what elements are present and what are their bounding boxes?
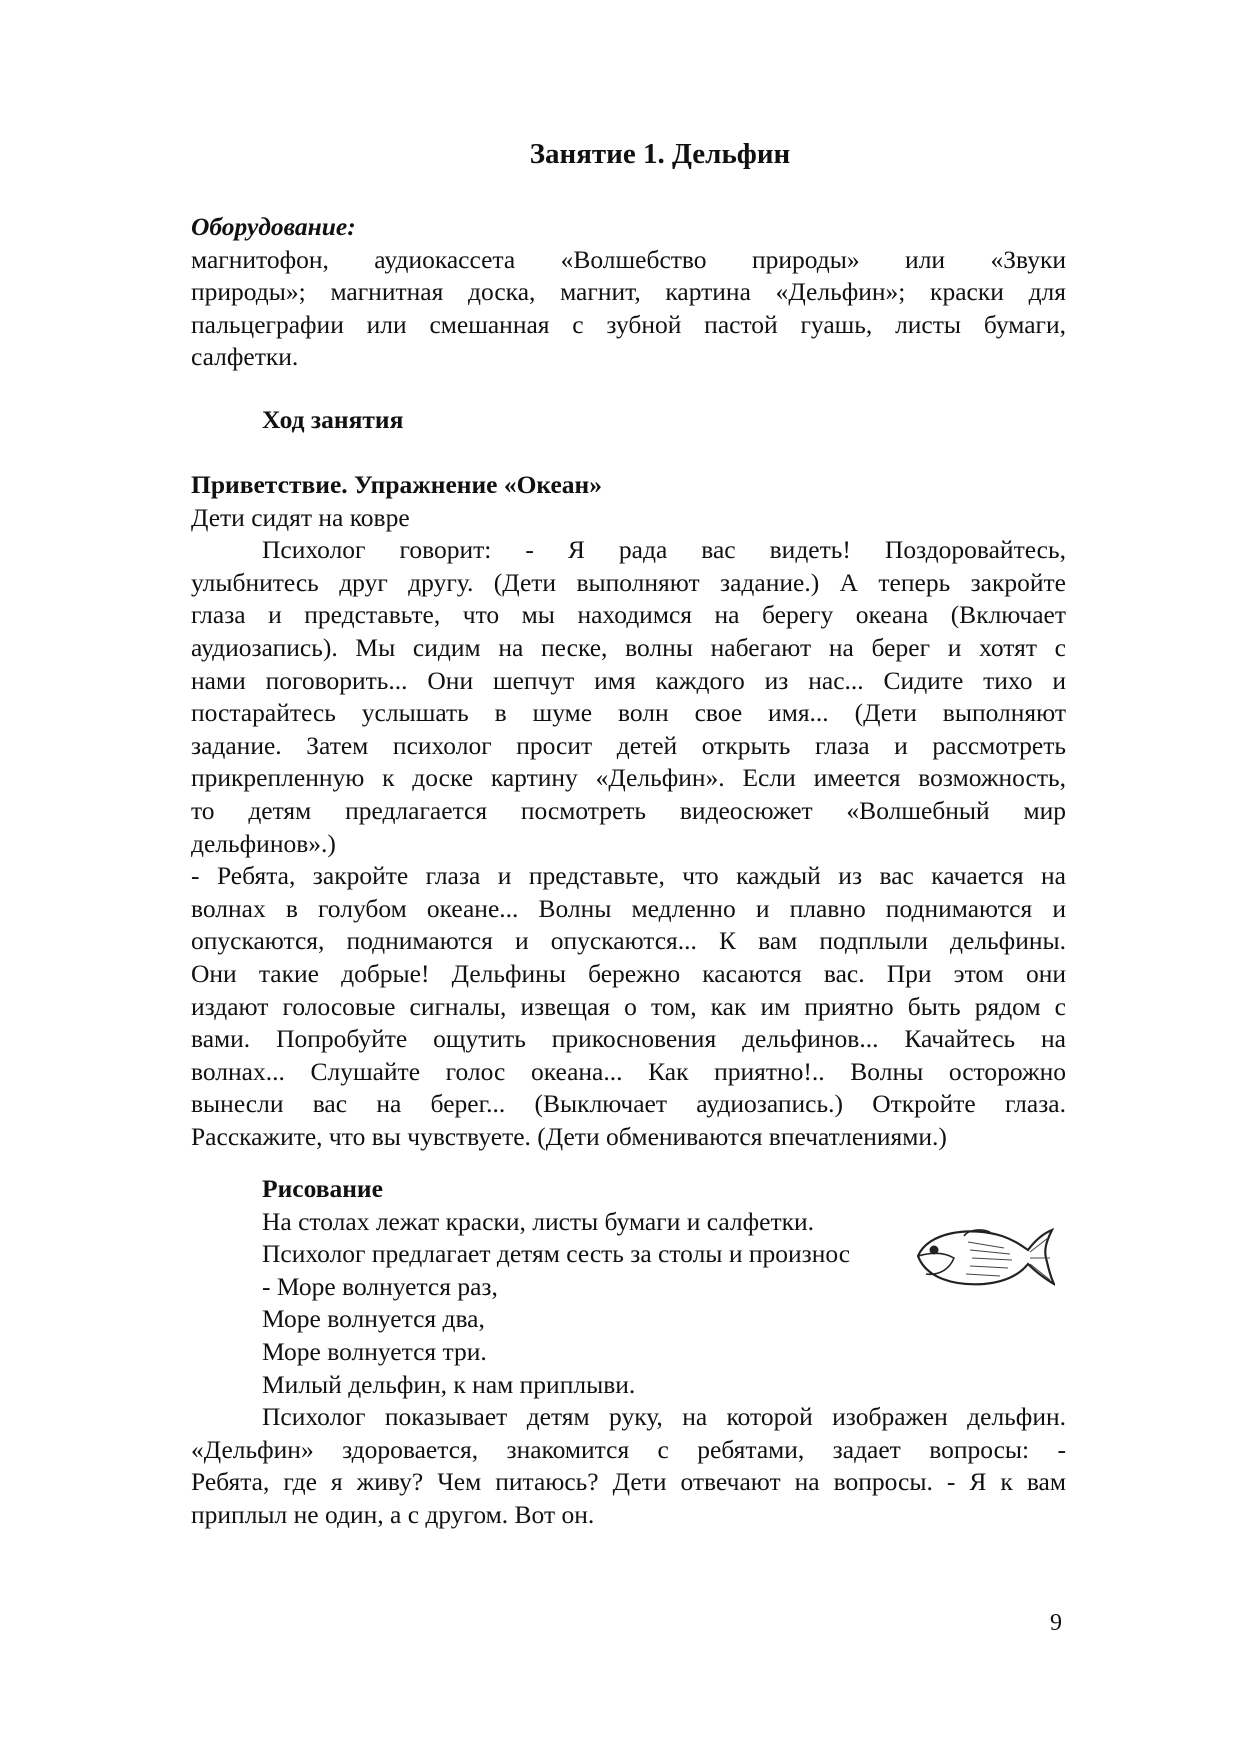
greeting-line: Они такие добрые! Дельфины бережно касаются вас. При этом они: [191, 958, 1066, 988]
drawing-line: Море волнуется два,: [262, 1304, 485, 1334]
fish-illustration: [910, 1222, 1055, 1290]
drawing-line: Психолог показывает детям руку, на которой изображен дельфин.: [262, 1402, 1066, 1432]
greeting-line: дельфинов».): [191, 828, 336, 858]
greeting-line: издают голосовые сигналы, извещая о том, как им приятно быть рядом с: [191, 991, 1066, 1021]
drawing-line: Милый дельфин, к нам приплыви.: [262, 1369, 636, 1399]
page-title: Занятие 1. Дельфин: [529, 138, 791, 170]
greeting-line: волнах в голубом океане... Волны медленно и плавно поднимаются и: [191, 893, 1066, 923]
greeting-line: прикрепленную к доске картину «Дельфин». Если имеется возможность,: [191, 763, 1066, 793]
drawing-line: Море волнуется три.: [262, 1336, 487, 1366]
lesson-heading: Ход занятия: [262, 405, 404, 434]
equipment-line: природы»; магнитная доска, магнит, картина «Дельфин»; краски для: [191, 277, 1066, 307]
greeting-line: нами поговорить... Они шепчут имя каждого из нас... Сидите тихо и: [191, 665, 1066, 695]
greeting-line: вынесли вас на берег... (Выключает аудиозапись.) Откройте глаза.: [191, 1089, 1066, 1119]
greeting-line: задание. Затем психолог просит детей открыть глаза и рассмотреть: [191, 730, 1066, 760]
drawing-line: На столах лежат краски, листы бумаги и салфетки.: [262, 1206, 815, 1236]
equipment-section: [191, 211, 1066, 374]
greeting-line: аудиозапись). Мы сидим на песке, волны набегают на берег и хотят с: [191, 632, 1066, 662]
equipment-heading: Оборудование:: [191, 212, 356, 241]
greeting-section: [191, 469, 1066, 1153]
greeting-heading: Приветствие. Упражнение «Океан»: [191, 470, 602, 499]
greeting-line: то детям предлагается посмотреть видеосюжет «Волшебный мир: [191, 795, 1066, 825]
greeting-line: волнах... Слушайте голос океана... Как приятно!.. Волны осторожно: [191, 1056, 1066, 1086]
drawing-heading: Рисование: [262, 1174, 383, 1203]
greeting-line: Дети сидят на ковре: [191, 502, 410, 532]
drawing-line: приплыл не один, а с другом. Вот он.: [191, 1499, 595, 1529]
drawing-line: Психолог предлагает детям сесть за столы и произнос: [262, 1239, 851, 1269]
greeting-line: постарайтесь услышать в шуме волн свое имя... (Дети выполняют: [191, 698, 1066, 728]
equipment-line: пальцеграфии или смешанная с зубной пастой гуашь, листы бумаги,: [191, 309, 1066, 339]
greeting-line: - Ребята, закройте глаза и представьте, что каждый из вас качается на: [191, 861, 1066, 891]
greeting-line: вами. Попробуйте ощутить прикосновения дельфинов... Качайтесь на: [191, 1024, 1066, 1054]
page-number: 9: [1050, 1610, 1062, 1636]
greeting-line: опускаются, поднимаются и опускаются... К вам подплыли дельфины.: [191, 926, 1066, 956]
greeting-line: улыбнитесь друг другу. (Дети выполняют задание.) А теперь закройте: [191, 567, 1066, 597]
equipment-line: салфетки.: [191, 342, 299, 372]
equipment-line: магнитофон, аудиокассета «Волшебство природы» или «Звуки: [191, 244, 1066, 274]
drawing-line: - Море волнуется раз,: [262, 1271, 498, 1301]
greeting-line: Расскажите, что вы чувствуете. (Дети обмениваются впечатлениями.): [191, 1121, 947, 1151]
greeting-line: глаза и представьте, что мы находимся на берегу океана (Включает: [191, 600, 1066, 630]
drawing-line: Ребята, где я живу? Чем питаюсь? Дети отвечают на вопросы. - Я к вам: [191, 1467, 1066, 1497]
greeting-line: Психолог говорит: - Я рада вас видеть! Поздоровайтесь,: [262, 535, 1066, 565]
drawing-line: «Дельфин» здоровается, знакомится с ребятами, задает вопросы: -: [191, 1434, 1066, 1464]
